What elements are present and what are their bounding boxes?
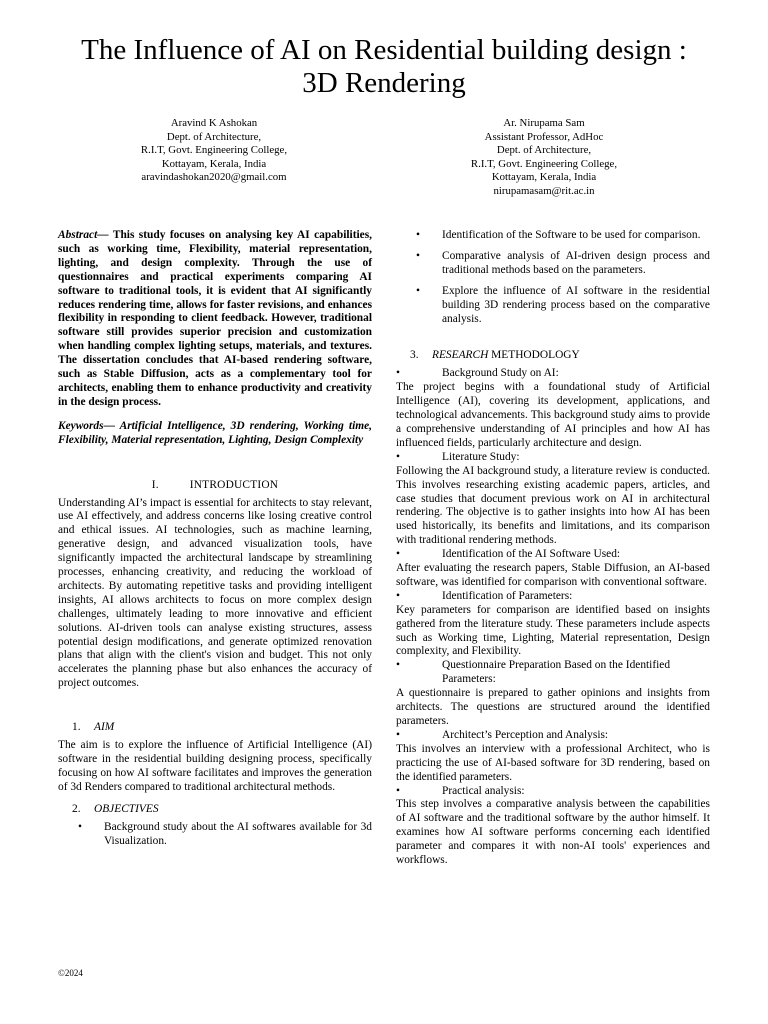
bullet-icon: • bbox=[396, 367, 400, 380]
objectives-number: 2. bbox=[72, 802, 81, 815]
introduction-heading bbox=[58, 479, 372, 493]
bullet-icon: • bbox=[396, 659, 400, 672]
methodology-heading bbox=[396, 349, 710, 363]
objective-text: Background study about the AI softwares available for 3d Visualization. bbox=[104, 820, 372, 847]
introduction-text: Understanding AI’s impact is essential for architects to stay relevant, use AI effectively, and address concerns like losing creative control and ethical issues. AI technologies, such as machine learning, generative design, and advanced visualization tools, have significantly impacted the architectural landscape by streamlining processes, enhancing creativity, and reducing the workload of architects. By automating repetitive tasks and providing intelligent insights, AI allows architects to focus on more complex design challenges, ultimately leading to more innovative and efficient solutions. AI-driven tools can analyse existing structures, assess potential design modifications, and generate optimized renovation plans that align with the client's vision and budget. This not only accelerates the planning phase but also enhances the accuracy of project outcomes. bbox=[58, 496, 372, 690]
methodology-title-rest: METHODOLOGY bbox=[488, 349, 580, 362]
abstract-text: This study focuses on analysing key AI capabilities, such as working time, Flexibility, material representation, lighting, and design complexity. Through the use of questionnaires and practical experiments comparing AI software to traditional tools, it is evident that AI significantly reduces rendering time, allows for faster revisions, and enhances flexibility in responding to client feedback. However, traditional software still provides superior precision and customization when handling complex lighting setups, materials, and textures. The dissertation concludes that AI-based rendering software, such as Stable Diffusion, acts as a complementary tool for architects, enabling them to enhance productivity and creativity in the design process. bbox=[58, 229, 372, 408]
author-2-position: Assistant Professor, AdHoc bbox=[484, 130, 604, 143]
bullet-icon: • bbox=[396, 589, 400, 602]
objective-item bbox=[396, 250, 710, 278]
aim-heading bbox=[58, 721, 372, 735]
aim-number: 1. bbox=[72, 721, 81, 734]
bullet-icon: • bbox=[78, 820, 82, 833]
methodology-title-italic: RESEARCH bbox=[432, 349, 489, 362]
author-block-1 bbox=[100, 117, 328, 185]
author-1-email[interactable]: aravindashokan2020@gmail.com bbox=[141, 171, 287, 183]
bullet-icon: • bbox=[396, 450, 400, 463]
introduction-title: INTRODUCTION bbox=[189, 478, 279, 491]
objectives-list bbox=[58, 821, 372, 849]
objectives-title: OBJECTIVES bbox=[94, 802, 159, 815]
methodology-step-text: This involves an interview with a professional Architect, who is practicing the use of AI-based software for 3D rendering, based on the identified parameters. bbox=[396, 742, 710, 783]
title-line-2: 3D Rendering bbox=[302, 67, 466, 99]
author-1-location: Kottayam, Kerala, India bbox=[161, 157, 267, 170]
keywords-label: Keywords— bbox=[58, 419, 115, 432]
objective-item bbox=[58, 821, 372, 849]
methodology-step-text: This step involves a comparative analysis between the capabilities of AI software and the traditional software by the author himself. It examines how AI software performs concerning each identified parameter and compares it with non-AI tools' experiences and workflows. bbox=[396, 798, 710, 867]
right-column bbox=[396, 229, 710, 868]
author-2-email[interactable]: nirupamasam@rit.ac.in bbox=[493, 184, 595, 197]
author-block-2 bbox=[430, 117, 658, 198]
objective-text: Identification of the Software to be used for comparison. bbox=[442, 229, 701, 241]
paper-title bbox=[40, 34, 728, 100]
author-1-dept: Dept. of Architecture, bbox=[166, 130, 262, 143]
methodology-step-text: A questionnaire is prepared to gather opinions and insights from architects. The questions are structured around the identified parameters. bbox=[396, 687, 710, 727]
methodology-step-text: Following the AI background study, a literature review is conducted. This involves researching existing academic papers, articles, and case studies that document previous work on AI in architectural rendering. The objective is to gather insights into how AI has been used historically, its benefits and limitations, and its comparison with traditional rendering methods. bbox=[396, 464, 710, 547]
methodology-step-title: • Identification of the AI Software Used: bbox=[396, 548, 621, 561]
objective-text: Comparative analysis of AI-driven design process and traditional methods based on the parameters. bbox=[442, 249, 710, 276]
methodology-step-title: • Architect’s Perception and Analysis: bbox=[396, 728, 609, 741]
methodology-step-text: The project begins with a foundational study of Artificial Intelligence (AI), covering its development, applications, and technological advancements. This background study aims to provide a comprehensive understanding of AI principles and how AI has influenced fields, particularly architecture and design. bbox=[396, 381, 710, 449]
objective-item bbox=[396, 285, 710, 327]
objectives-heading bbox=[58, 803, 372, 817]
bullet-icon: • bbox=[416, 229, 420, 241]
methodology-step-title: • Literature Study: bbox=[396, 450, 520, 463]
objectives-list-continued bbox=[396, 229, 710, 326]
aim-title: AIM bbox=[94, 721, 115, 734]
methodology-step-title: • Questionnaire Preparation Based on the Identified Parameters: bbox=[396, 659, 671, 686]
bullet-icon: • bbox=[396, 784, 400, 797]
methodology-step-text: Key parameters for comparison are identified based on insights gathered from the literature study. These parameters include aspects such as Working time, Lighting, Material representation, Design complexity, and Flexibility. bbox=[396, 603, 710, 658]
objective-item bbox=[396, 229, 710, 243]
copyright-footer: ©2024 bbox=[58, 968, 83, 978]
bullet-icon: • bbox=[416, 284, 420, 297]
left-column bbox=[58, 229, 372, 855]
aim-text: The aim is to explore the influence of Artificial Intelligence (AI) software in the residential building designing process, specifically focusing on how AI software facilitates and improves the generation of 3d Renders compared to traditional architectural methods. bbox=[58, 739, 372, 793]
keywords bbox=[58, 420, 372, 448]
author-2-name: Ar. Nirupama Sam bbox=[503, 117, 585, 129]
methodology-step-title: • Identification of Parameters: bbox=[396, 589, 573, 602]
author-1-college: R.I.T, Govt. Engineering College, bbox=[140, 144, 288, 156]
methodology-number: 3. bbox=[410, 349, 419, 362]
abstract bbox=[58, 229, 372, 410]
objective-text: Explore the influence of AI software in the residential building 3D rendering process based on the comparative analysis. bbox=[442, 284, 710, 325]
author-2-dept: Dept. of Architecture, bbox=[496, 144, 592, 156]
author-1-name: Aravind K Ashokan bbox=[170, 117, 258, 129]
title-line-1: The Influence of AI on Residential building design : bbox=[81, 34, 687, 66]
author-2-location: Kottayam, Kerala, India bbox=[491, 171, 597, 183]
introduction-number: I. bbox=[151, 478, 159, 491]
bullet-icon: • bbox=[416, 249, 420, 262]
keywords-text: Artificial Intelligence, 3D rendering, Working time, Flexibility, Material representation, Lighting, Design Complexity bbox=[58, 419, 372, 446]
methodology-step-title: • Background Study on AI: bbox=[396, 367, 559, 380]
author-2-college: R.I.T, Govt. Engineering College, bbox=[470, 157, 618, 170]
bullet-icon: • bbox=[396, 548, 400, 561]
methodology-step-title: • Practical analysis: bbox=[396, 784, 525, 797]
bullet-icon: • bbox=[396, 728, 400, 741]
abstract-label: Abstract— bbox=[58, 229, 109, 241]
methodology-step-text: After evaluating the research papers, Stable Diffusion, an AI-based software, was identified for comparison with conventional software. bbox=[396, 562, 710, 588]
methodology-steps bbox=[396, 367, 710, 868]
